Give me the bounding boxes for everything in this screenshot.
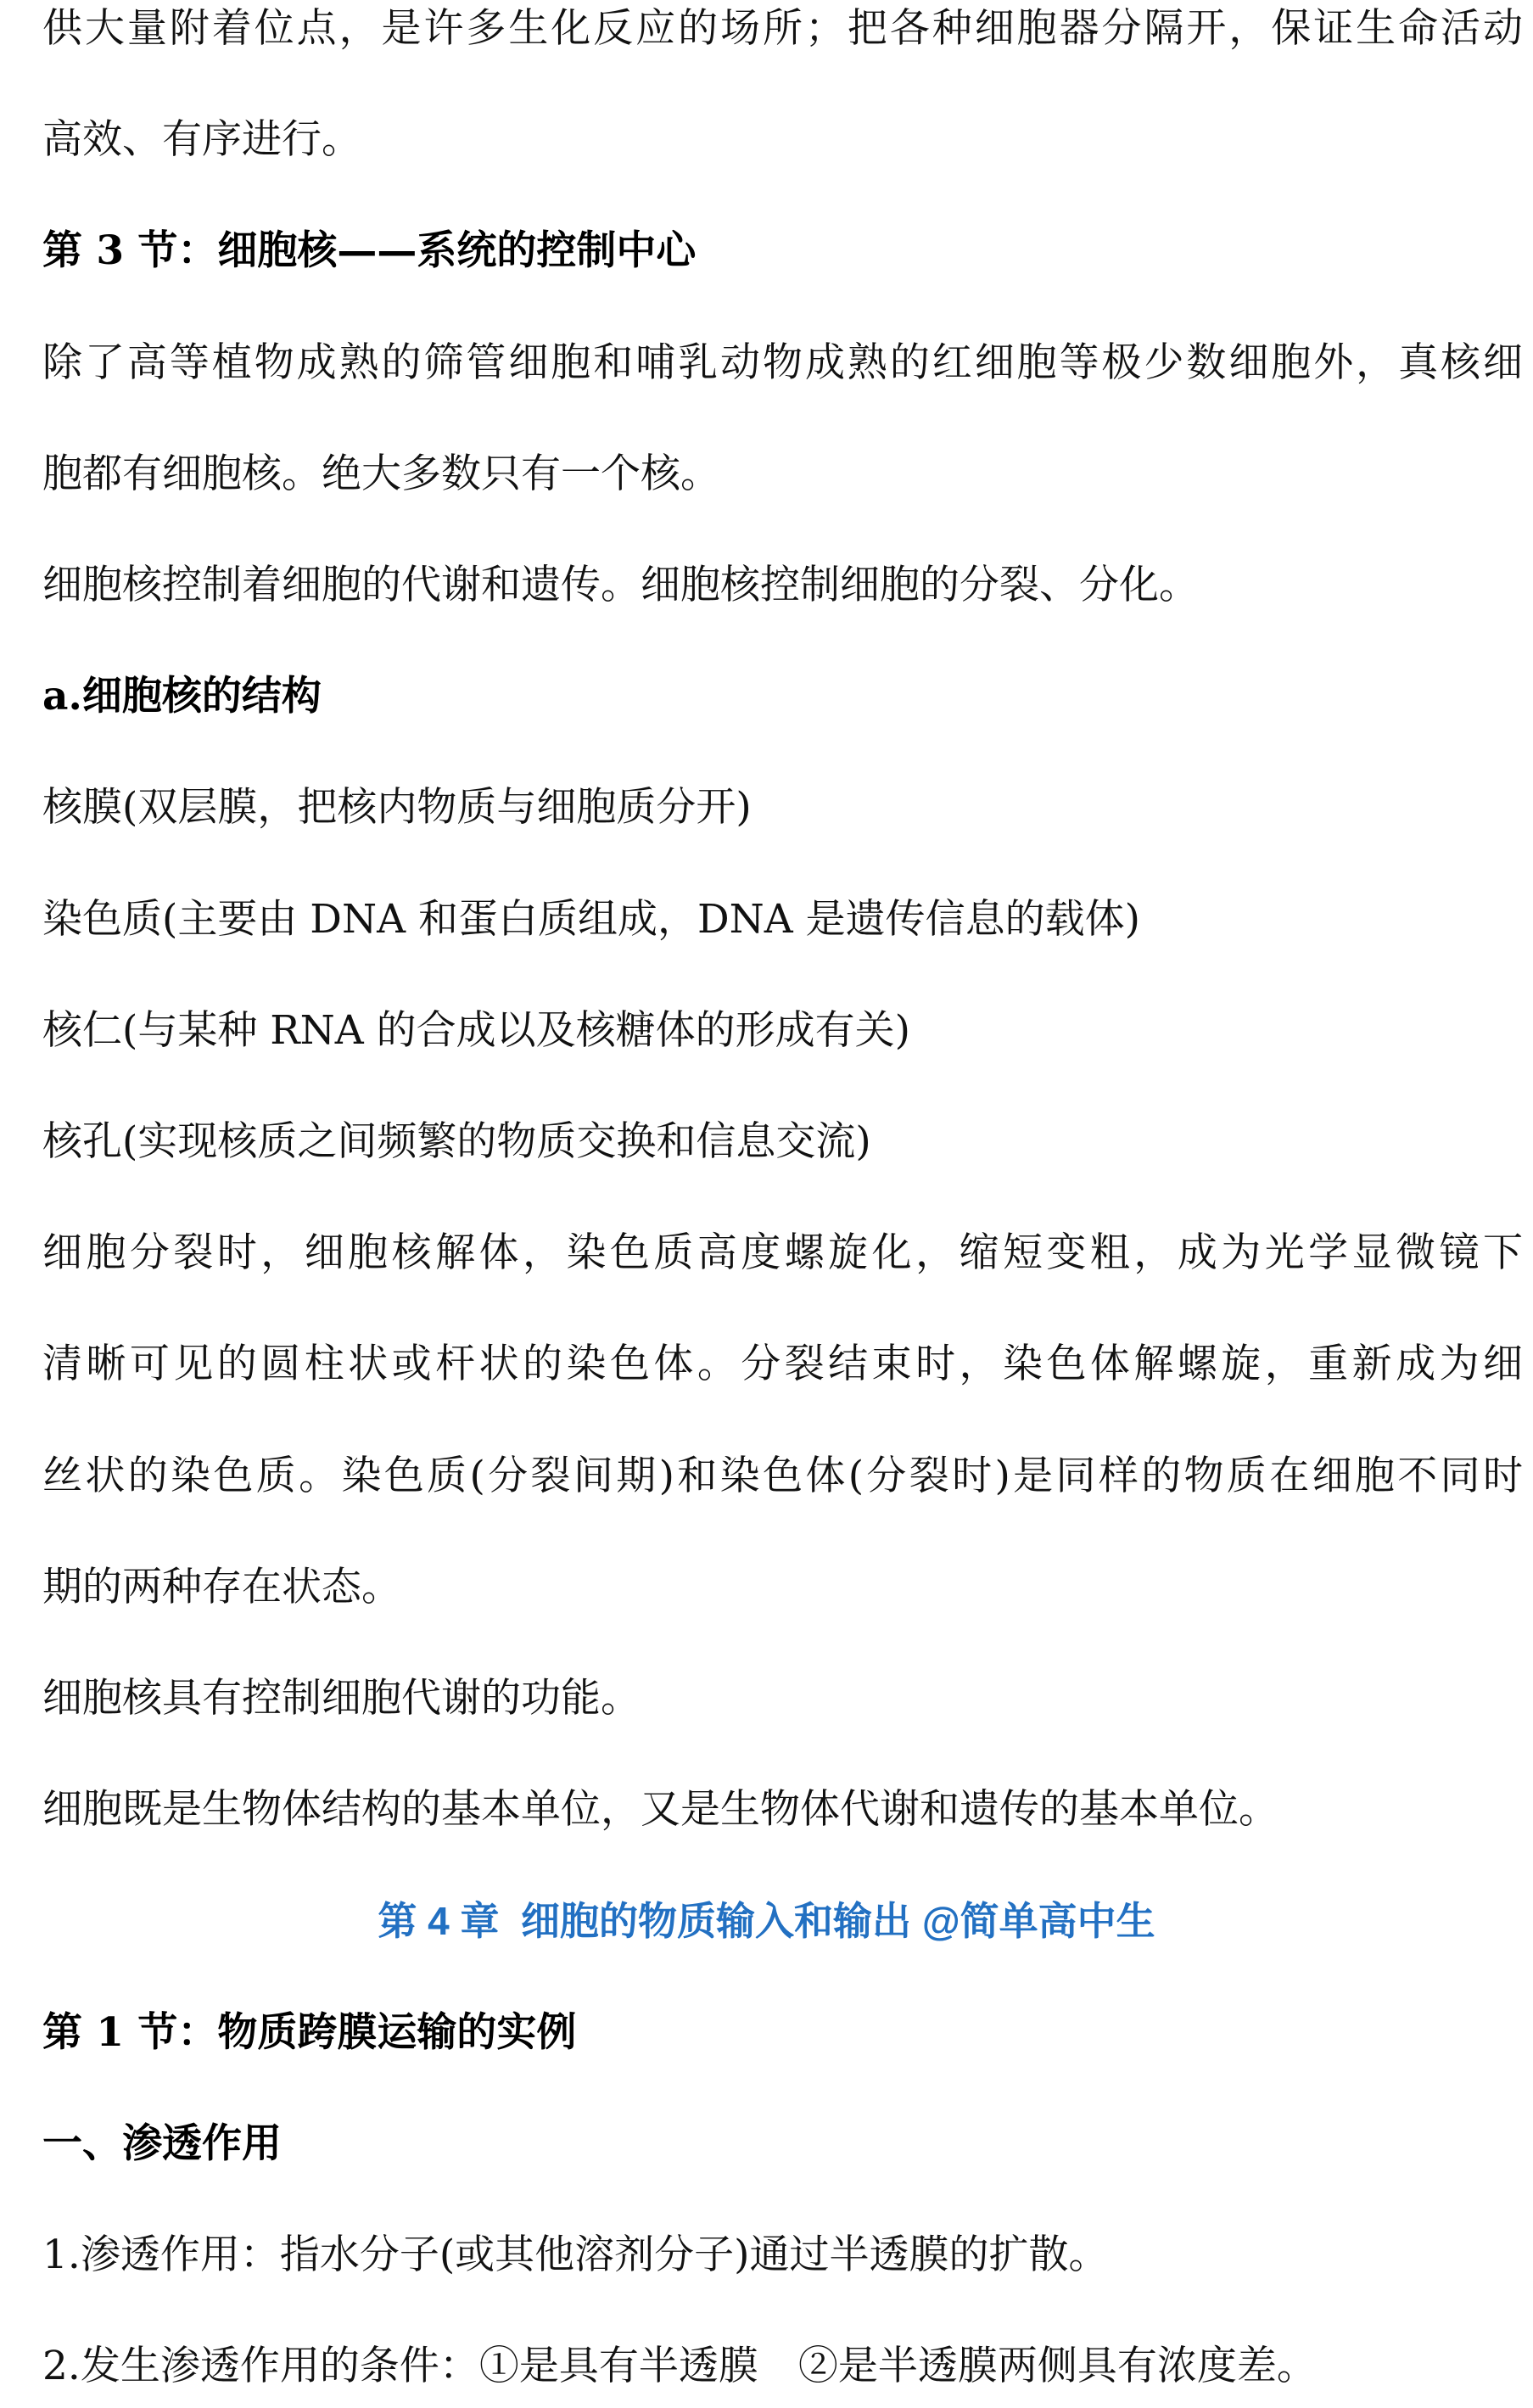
paragraph-line: 清晰可见的圆柱状或杆状的染色体。分裂结束时，染色体解螺旋，重新成为细 (42, 1341, 1523, 1387)
subsection-title: 一、渗透作用 (42, 2120, 282, 2167)
paragraph-line: 细胞核具有控制细胞代谢的功能。 (42, 1675, 641, 1722)
structure-item: 核孔(实现核质之间频繁的物质交换和信息交流) (42, 1118, 871, 1165)
paragraph-line: 细胞既是生物体结构的基本单位，又是生物体代谢和遗传的基本单位。 (42, 1786, 1278, 1833)
subsection-title: a.细胞核的结构 (42, 673, 322, 720)
paragraph-line: 供大量附着位点，是许多生化反应的场所；把各种细胞器分隔开，保证生命活动 (42, 5, 1523, 52)
paragraph-line: 细胞分裂时，细胞核解体，染色质高度螺旋化，缩短变粗，成为光学显微镜下 (42, 1229, 1523, 1276)
paragraph-line: 丝状的染色质。染色质(分裂间期)和染色体(分裂时)是同样的物质在细胞不同时 (42, 1453, 1523, 1499)
list-item: 2.发生渗透作用的条件：①是具有半透膜 ②是半透膜两侧具有浓度差。 (42, 2343, 1317, 2389)
paragraph-line: 除了高等植物成熟的筛管细胞和哺乳动物成熟的红细胞等极少数细胞外，真核细 (42, 339, 1523, 386)
section-title: 第 3 节：细胞核——系统的控制中心 (42, 227, 697, 274)
paragraph-line: 期的两种存在状态。 (42, 1564, 401, 1610)
paragraph-line: 高效、有序进行。 (42, 116, 361, 163)
list-item: 1.渗透作用：指水分子(或其他溶剂分子)通过半透膜的扩散。 (42, 2232, 1109, 2278)
chapter-heading: 第 4 章 细胞的物质输入和输出 @简单高中生 (378, 1899, 1155, 1943)
paragraph-line: 胞都有细胞核。绝大多数只有一个核。 (42, 451, 720, 497)
section-title: 第 1 节：物质跨膜运输的实例 (42, 2009, 577, 2056)
structure-item: 染色质(主要由 DNA 和蛋白质组成，DNA 是遗传信息的载体) (42, 896, 1140, 943)
paragraph-line: 细胞核控制着细胞的代谢和遗传。细胞核控制细胞的分裂、分化。 (42, 562, 1199, 608)
structure-item: 核膜(双层膜，把核内物质与细胞质分开) (42, 784, 752, 831)
structure-item: 核仁(与某种 RNA 的合成以及核糖体的形成有关) (42, 1007, 911, 1054)
